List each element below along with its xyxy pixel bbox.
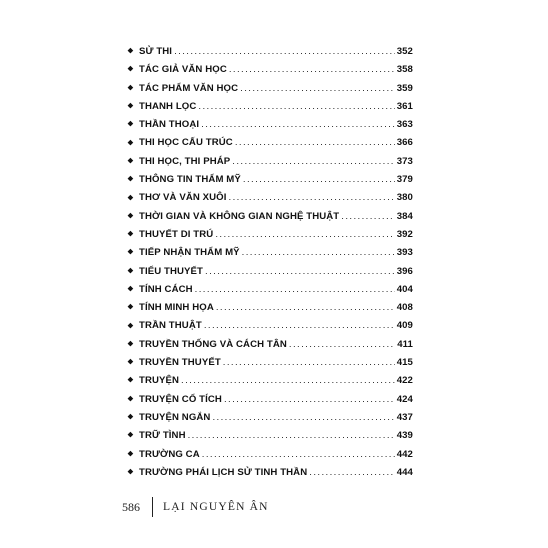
dot-leader <box>216 299 395 317</box>
diamond-bullet-icon <box>128 377 134 383</box>
diamond-bullet-icon <box>128 359 134 365</box>
toc-entry <box>125 409 413 427</box>
dot-leader <box>242 244 395 262</box>
diamond-bullet-icon <box>128 121 134 127</box>
toc-entry-title: TRƯỜNG CA <box>139 448 200 460</box>
toc-entry-page-number: 442 <box>396 448 413 460</box>
toc-entry-page-number: 393 <box>396 247 413 259</box>
toc-entry-page-number: 358 <box>396 64 413 76</box>
toc-entry <box>125 372 413 390</box>
toc-entry-page-number: 444 <box>396 466 413 478</box>
toc-entry <box>125 354 413 372</box>
table-of-contents <box>125 43 413 482</box>
toc-entry-title: THẦN THOẠI <box>139 119 200 131</box>
toc-entry <box>125 263 413 281</box>
dot-leader <box>181 372 395 390</box>
toc-entry-title: SỬ THI <box>139 46 173 57</box>
dot-leader <box>212 409 394 427</box>
diamond-bullet-icon <box>128 396 134 402</box>
toc-entry-title: TÍNH CÁCH <box>139 283 193 295</box>
dot-leader <box>289 336 395 354</box>
dot-leader <box>195 281 395 299</box>
toc-entry-page-number: 373 <box>396 155 413 167</box>
toc-entry <box>125 43 413 61</box>
toc-entry <box>125 226 413 244</box>
toc-entry-page-number: 404 <box>396 283 413 295</box>
toc-entry-page-number: 361 <box>396 100 413 112</box>
toc-entry-title: THÔNG TIN THẨM MỸ <box>139 174 241 186</box>
toc-entry <box>125 281 413 299</box>
toc-entry-title: THỜI GIAN VÀ KHÔNG GIAN NGHỆ THUẬT <box>139 210 340 222</box>
diamond-bullet-icon <box>128 194 134 200</box>
toc-entry-page-number: 424 <box>396 393 413 405</box>
page-footer <box>122 496 269 518</box>
toc-entry-title: TRUYỆN CỔ TÍCH <box>139 393 222 405</box>
toc-entry-page-number: 411 <box>397 338 413 350</box>
toc-entry-page-number: 415 <box>396 357 413 369</box>
toc-entry <box>125 244 413 262</box>
dot-leader <box>243 171 395 189</box>
diamond-bullet-icon <box>128 322 134 328</box>
toc-entry <box>125 80 413 98</box>
dot-leader <box>229 61 395 79</box>
diamond-bullet-icon <box>128 176 134 182</box>
toc-entry-page-number: 359 <box>396 82 413 94</box>
dot-leader <box>232 153 394 171</box>
toc-entry <box>125 317 413 335</box>
dot-leader <box>309 464 394 482</box>
diamond-bullet-icon <box>128 286 134 292</box>
toc-entry-page-number: 396 <box>396 265 413 277</box>
diamond-bullet-icon <box>128 158 134 164</box>
toc-entry <box>125 391 413 409</box>
dot-leader <box>341 208 394 226</box>
toc-entry-title: THI HỌC CẤU TRÚC <box>139 137 233 149</box>
dot-leader <box>240 80 395 98</box>
running-author: LẠI NGUYÊN ÂN <box>163 501 269 513</box>
toc-entry-title: TRẦN THUẬT <box>139 320 202 332</box>
toc-entry-title: TRUYỆN NGẮN <box>139 411 211 423</box>
toc-entry <box>125 336 413 354</box>
diamond-bullet-icon <box>128 103 134 109</box>
diamond-bullet-icon <box>128 267 134 273</box>
dot-leader <box>205 263 395 281</box>
dot-leader <box>188 427 395 445</box>
diamond-bullet-icon <box>128 84 134 90</box>
diamond-bullet-icon <box>128 231 134 237</box>
toc-entry-title: THI HỌC, THI PHÁP <box>139 155 231 167</box>
toc-entry <box>125 427 413 445</box>
toc-entry-page-number: 439 <box>396 430 413 442</box>
toc-entry-page-number: 408 <box>396 302 413 314</box>
dot-leader <box>223 354 395 372</box>
diamond-bullet-icon <box>128 249 134 255</box>
toc-entry <box>125 61 413 79</box>
dot-leader <box>201 116 395 134</box>
dot-leader <box>202 446 395 464</box>
diamond-bullet-icon <box>128 450 134 456</box>
toc-entry-page-number: 379 <box>396 174 413 186</box>
toc-entry-title: THANH LỌC <box>139 100 197 112</box>
toc-entry-page-number: 437 <box>396 411 413 423</box>
dot-leader <box>235 134 395 152</box>
toc-entry-title: TÁC GIẢ VĂN HỌC <box>139 64 227 76</box>
folio-page-number: 586 <box>122 499 140 514</box>
toc-entry <box>125 208 413 226</box>
toc-entry <box>125 299 413 317</box>
diamond-bullet-icon <box>128 341 134 347</box>
toc-entry-page-number: 380 <box>396 192 413 204</box>
toc-entry-page-number: 409 <box>396 320 413 332</box>
toc-entry-page-number: 384 <box>396 210 413 222</box>
diamond-bullet-icon <box>128 432 134 438</box>
toc-entry <box>125 134 413 152</box>
toc-entry <box>125 116 413 134</box>
toc-entry-page-number: 392 <box>396 228 413 240</box>
toc-entry-title: TRỮ TÌNH <box>139 430 186 442</box>
footer-divider <box>152 497 153 517</box>
toc-entry-title: TRUYỆN <box>139 375 180 387</box>
toc-entry-title: TRƯỜNG PHÁI LỊCH SỬ TINH THẦN <box>139 466 308 478</box>
toc-entry-title: TÍNH MINH HỌA <box>139 302 214 314</box>
diamond-bullet-icon <box>128 139 134 145</box>
diamond-bullet-icon <box>128 48 134 54</box>
diamond-bullet-icon <box>128 414 134 420</box>
toc-entry <box>125 464 413 482</box>
toc-entry-title: TRUYỀN THỐNG VÀ CÁCH TÂN <box>139 338 287 350</box>
diamond-bullet-icon <box>128 469 134 475</box>
diamond-bullet-icon <box>128 66 134 72</box>
dot-leader <box>229 189 395 207</box>
toc-entry <box>125 98 413 116</box>
dot-leader <box>224 391 395 409</box>
toc-entry-title: TIỂU THUYẾT <box>139 265 203 277</box>
toc-entry-title: THUYẾT DI TRÚ <box>139 228 214 240</box>
toc-entry-title: TÁC PHẨM VĂN HỌC <box>139 82 239 94</box>
toc-entry-page-number: 352 <box>396 46 413 57</box>
toc-entry-page-number: 422 <box>396 375 413 387</box>
toc-entry-title: TRUYỀN THUYẾT <box>139 357 221 369</box>
toc-entry <box>125 171 413 189</box>
toc-entry-page-number: 363 <box>396 119 413 131</box>
toc-entry-title: THƠ VÀ VĂN XUÔI <box>139 192 227 204</box>
dot-leader <box>215 226 394 244</box>
diamond-bullet-icon <box>128 304 134 310</box>
dot-leader <box>198 98 394 116</box>
dot-leader <box>174 43 395 61</box>
dot-leader <box>204 317 395 335</box>
toc-entry-title: TIẾP NHẬN THẨM MỸ <box>139 247 240 259</box>
toc-entry <box>125 446 413 464</box>
toc-entry <box>125 189 413 207</box>
toc-entry-page-number: 366 <box>396 137 413 149</box>
toc-entry <box>125 153 413 171</box>
diamond-bullet-icon <box>128 213 134 219</box>
